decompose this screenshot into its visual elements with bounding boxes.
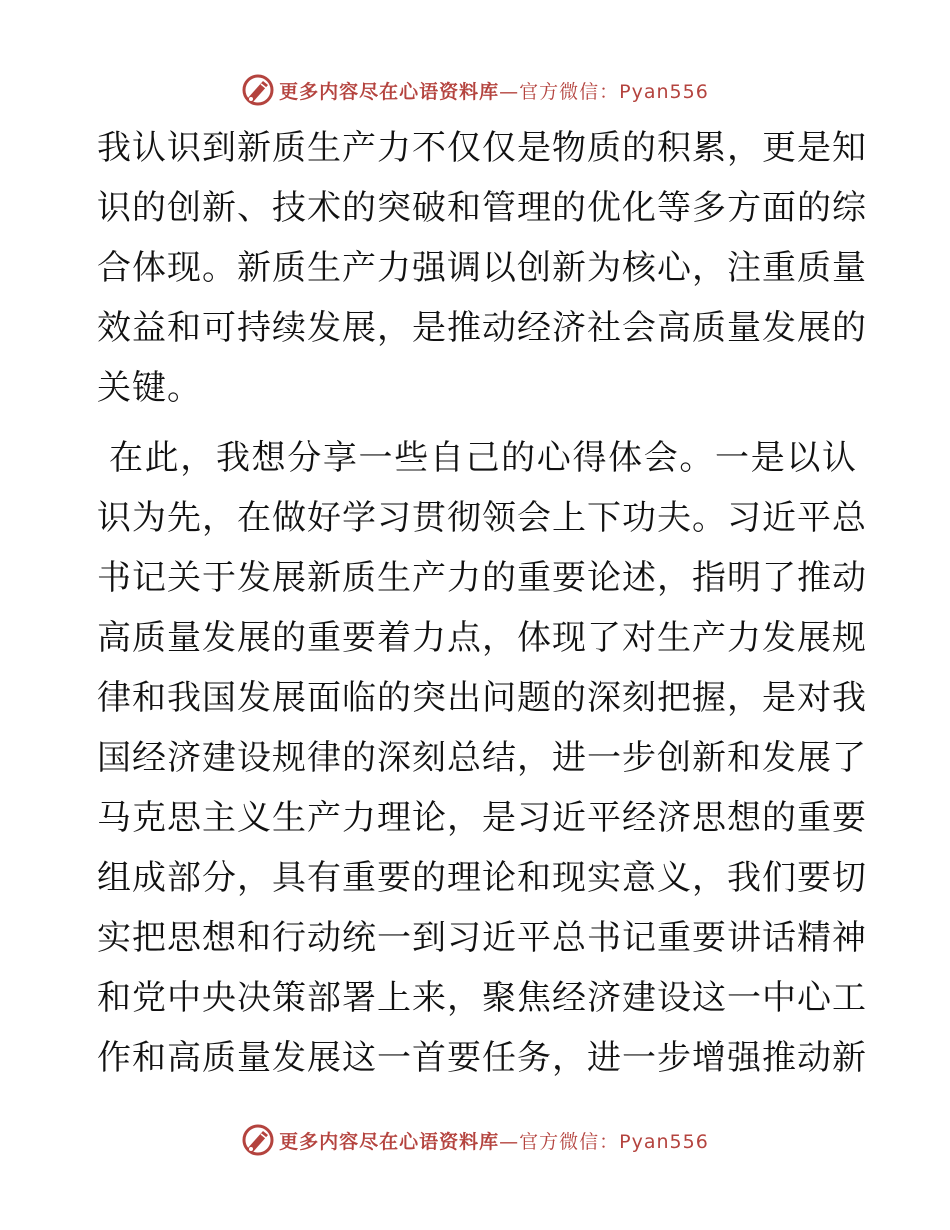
banner-wechat: —官方微信：Pyan556 xyxy=(499,1130,709,1153)
text-line: 效益和可持续发展，是推动经济社会高质量发展的 xyxy=(97,308,867,348)
text-line: 书记关于发展新质生产力的重要论述，指明了推动 xyxy=(97,558,867,598)
paragraph-1 xyxy=(97,118,867,418)
banner-site-name: 更多内容尽在心语资料库 xyxy=(279,80,500,103)
banner-wechat: —官方微信：Pyan556 xyxy=(499,80,709,103)
document-body xyxy=(97,118,867,1088)
text-line: 合体现。新质生产力强调以创新为核心，注重质量 xyxy=(97,248,867,288)
banner-site-name: 更多内容尽在心语资料库 xyxy=(279,1130,500,1153)
text-line: 组成部分，具有重要的理论和现实意义，我们要切 xyxy=(97,858,867,898)
header-banner xyxy=(0,70,950,110)
text-line: 马克思主义生产力理论，是习近平经济思想的重要 xyxy=(97,798,867,838)
pen-nib-logo-icon xyxy=(241,73,275,107)
text-line: 识为先，在做好学习贯彻领会上下功夫。习近平总 xyxy=(97,498,867,538)
text-line: 实把思想和行动统一到习近平总书记重要讲话精神 xyxy=(97,918,867,958)
paragraph-2 xyxy=(97,428,867,1088)
text-line: 在此，我想分享一些自己的心得体会。一是以认 xyxy=(109,438,857,478)
text-line: 和党中央决策部署上来，聚焦经济建设这一中心工 xyxy=(97,978,867,1018)
text-line: 关键。 xyxy=(97,368,202,408)
text-line: 高质量发展的重要着力点，体现了对生产力发展规 xyxy=(97,618,867,658)
pen-nib-logo-icon xyxy=(241,1123,275,1157)
text-line: 律和我国发展面临的突出问题的深刻把握，是对我 xyxy=(97,678,867,718)
text-line: 作和高质量发展这一首要任务，进一步增强推动新 xyxy=(97,1038,867,1078)
text-line: 识的创新、技术的突破和管理的优化等多方面的综 xyxy=(97,188,867,228)
text-line: 我认识到新质生产力不仅仅是物质的积累，更是知 xyxy=(97,128,867,168)
footer-banner xyxy=(0,1120,950,1160)
text-line: 国经济建设规律的深刻总结，进一步创新和发展了 xyxy=(97,738,867,778)
